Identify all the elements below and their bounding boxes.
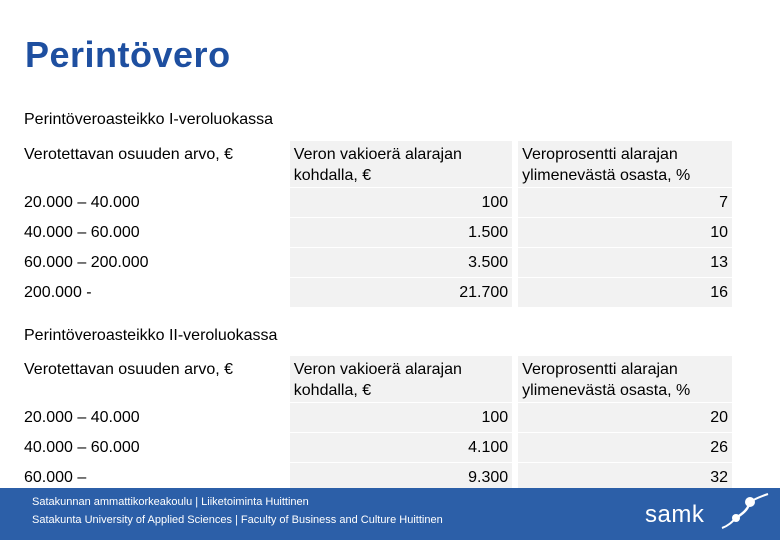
cell-base-tax: 9.300: [284, 462, 512, 492]
table-header-row: [20, 356, 732, 402]
tax-table-class-1: [20, 141, 732, 307]
cell-tax-rate: 13: [512, 247, 732, 277]
table-row: [20, 187, 732, 217]
footer-line-1: Satakunnan ammattikorkeakoulu | Liiketoiminta Huittinen: [32, 496, 309, 508]
page-title: Perintövero: [25, 34, 231, 75]
header-tax-rate: Veroprosentti alarajan ylimenevästä osasta, %: [512, 141, 732, 187]
table-row: [20, 217, 732, 247]
cell-tax-rate: 32: [512, 462, 732, 492]
cell-base-tax: 4.100: [284, 432, 512, 462]
cell-value-range: 60.000 –: [20, 462, 284, 492]
tax-table-class-2: [20, 356, 732, 492]
cell-value-range: 40.000 – 60.000: [20, 432, 284, 462]
table-row: [20, 432, 732, 462]
cell-tax-rate: 26: [512, 432, 732, 462]
cell-base-tax: 100: [284, 402, 512, 432]
samk-logo-icon: [712, 488, 772, 538]
cell-value-range: 60.000 – 200.000: [20, 247, 284, 277]
cell-tax-rate: 16: [512, 277, 732, 307]
header-base-tax: Veron vakioerä alarajan kohdalla, €: [284, 141, 512, 187]
table-row: [20, 247, 732, 277]
header-value-range: Verotettavan osuuden arvo, €: [20, 356, 284, 402]
section-1-subtitle: Perintöveroasteikko I-veroluokassa: [24, 111, 274, 128]
cell-base-tax: 21.700: [284, 277, 512, 307]
cell-value-range: 20.000 – 40.000: [20, 187, 284, 217]
footer-bar: [0, 488, 780, 540]
samk-logo-text: samk: [645, 501, 705, 528]
header-tax-rate: Veroprosentti alarajan ylimenevästä osasta, %: [512, 356, 732, 402]
cell-base-tax: 100: [284, 187, 512, 217]
table-row: [20, 277, 732, 307]
cell-value-range: 20.000 – 40.000: [20, 402, 284, 432]
table-row: [20, 402, 732, 432]
footer-line-2: Satakunta University of Applied Sciences | Faculty of Business and Culture Huittinen: [32, 514, 443, 526]
cell-base-tax: 3.500: [284, 247, 512, 277]
cell-value-range: 200.000 -: [20, 277, 284, 307]
cell-tax-rate: 7: [512, 187, 732, 217]
cell-base-tax: 1.500: [284, 217, 512, 247]
header-base-tax: Veron vakioerä alarajan kohdalla, €: [284, 356, 512, 402]
cell-value-range: 40.000 – 60.000: [20, 217, 284, 247]
cell-tax-rate: 20: [512, 402, 732, 432]
table-header-row: [20, 141, 732, 187]
header-value-range: Verotettavan osuuden arvo, €: [20, 141, 284, 187]
section-2-subtitle: Perintöveroasteikko II-veroluokassa: [24, 327, 278, 344]
cell-tax-rate: 10: [512, 217, 732, 247]
